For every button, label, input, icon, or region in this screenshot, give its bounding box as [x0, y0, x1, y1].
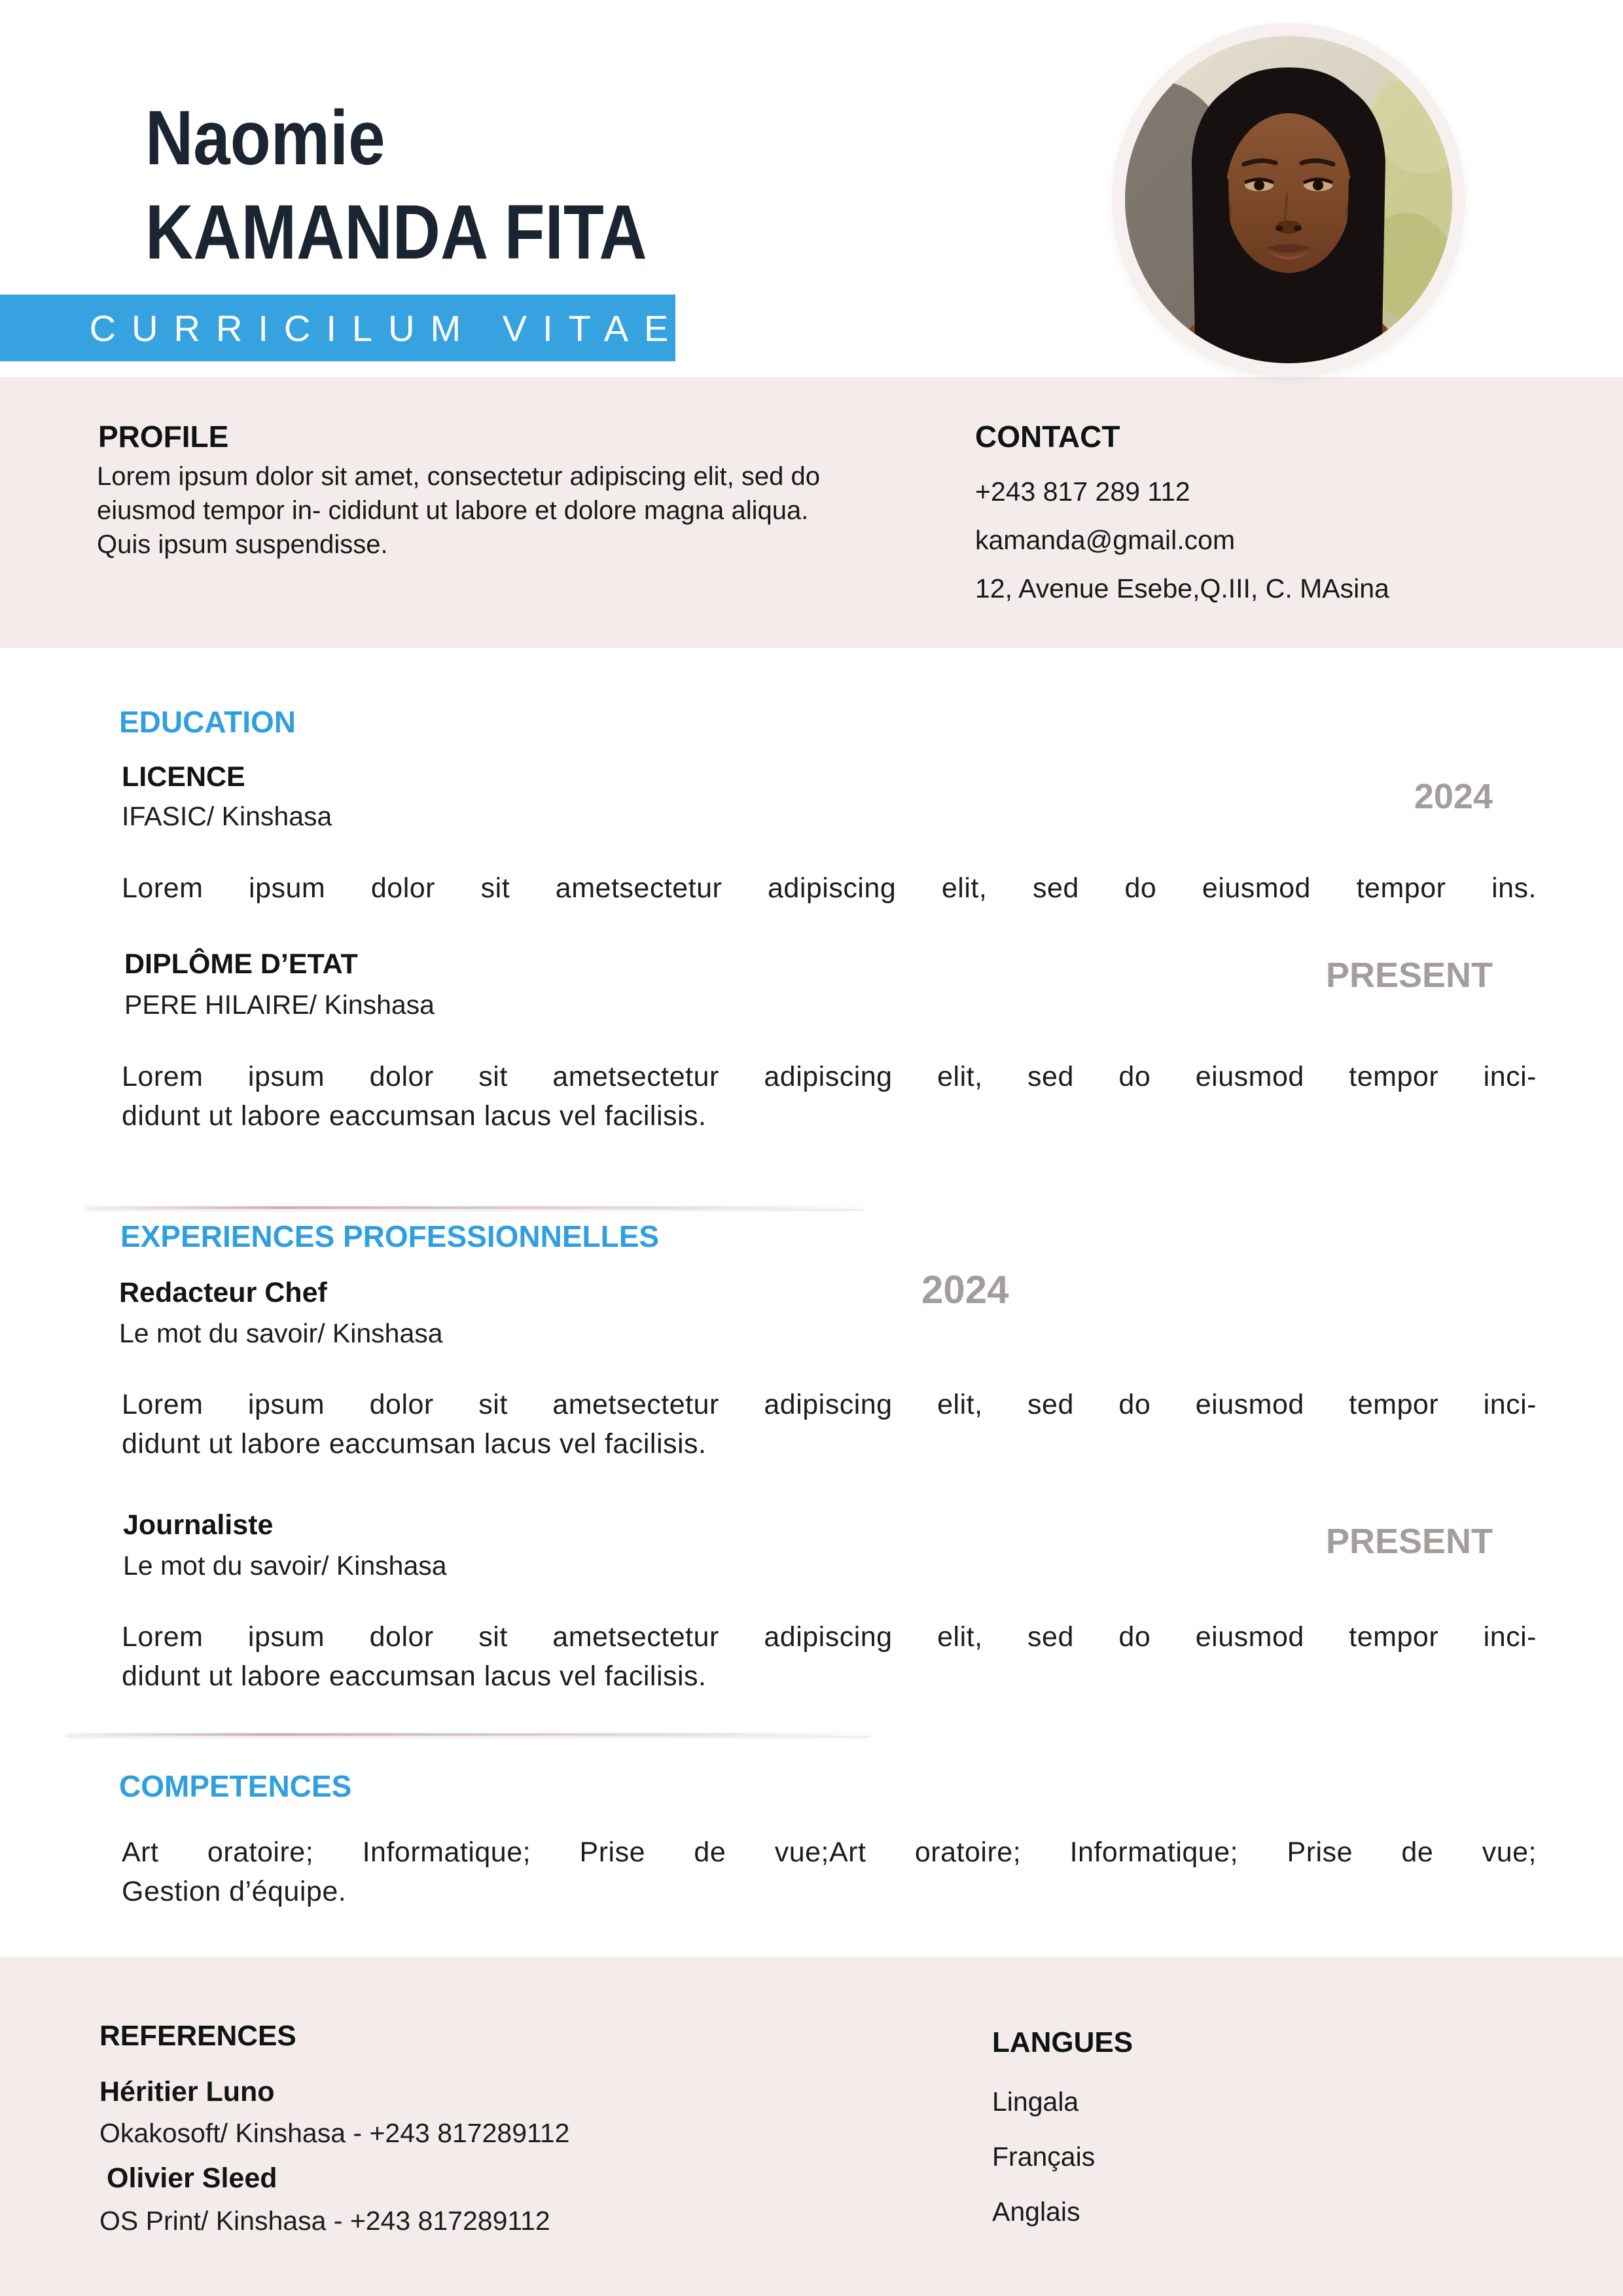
- profile-paragraph: [97, 459, 835, 562]
- experience-description-line: Lorem ipsum dolor sit ametsectetur adipiscing elit, sed do eiusmod tempor inci-: [122, 1621, 1537, 1653]
- competences-text: [122, 1833, 1537, 1911]
- cv-title-banner-label: CURRICILUM VITAE: [89, 307, 685, 349]
- references-title: REFERENCES: [99, 2020, 296, 2052]
- education-description: [122, 869, 1537, 908]
- section-divider: [65, 1733, 870, 1736]
- experience-date: PRESENT: [1325, 1522, 1493, 1561]
- experience-date: 2024: [921, 1268, 1009, 1312]
- person-first-name: Naomie: [145, 95, 385, 181]
- contact-list: [975, 475, 1389, 620]
- education-description-line: didunt ut labore eaccumsan lacus vel facilisis.: [122, 1100, 707, 1132]
- experience-org: Le mot du savoir/ Kinshasa: [123, 1551, 447, 1581]
- experience-role: Journaliste: [123, 1509, 274, 1541]
- reference-name: Olivier Sleed: [107, 2162, 277, 2194]
- experience-title: EXPERIENCES PROFESSIONNELLES: [120, 1219, 660, 1253]
- langue-item: Français: [992, 2142, 1096, 2172]
- education-title: EDUCATION: [119, 705, 296, 739]
- experience-org: Le mot du savoir/ Kinshasa: [119, 1318, 443, 1348]
- experience-description: [122, 1385, 1537, 1463]
- langue-item: Anglais: [992, 2197, 1080, 2227]
- reference-name: Héritier Luno: [99, 2076, 275, 2108]
- competences-line: Gestion d’équipe.: [122, 1876, 347, 1907]
- experience-description-line: Lorem ipsum dolor sit ametsectetur adipiscing elit, sed do eiusmod tempor inci-: [122, 1389, 1537, 1420]
- profile-title: PROFILE: [98, 420, 229, 454]
- contact-title: CONTACT: [975, 420, 1120, 454]
- education-school: IFASIC/ Kinshasa: [122, 801, 332, 831]
- experience-description-line: didunt ut labore eaccumsan lacus vel facilisis.: [122, 1428, 707, 1460]
- portrait-photo-image: [1125, 36, 1452, 363]
- education-degree: LICENCE: [122, 761, 245, 793]
- competences-title: COMPETENCES: [119, 1769, 352, 1803]
- contact-email: kamanda@gmail.com: [975, 525, 1236, 555]
- person-last-name: KAMANDA FITA: [145, 188, 647, 276]
- competences-line: Art oratoire; Informatique; Prise de vue;Art oratoire; Informatique; Prise de vue;: [122, 1837, 1537, 1868]
- section-divider: [85, 1206, 864, 1209]
- profile-line: cididunt ut labore et dolore magna aliqua.: [328, 496, 809, 525]
- education-description: [122, 1057, 1537, 1136]
- profile-photo: [1113, 24, 1465, 376]
- education-description-line: Lorem ipsum dolor sit ametsectetur adipiscing elit, sed do eiusmod tempor ins.: [122, 872, 1537, 904]
- education-degree: DIPLÔME D’ETAT: [124, 948, 358, 980]
- profile-line: Quis ipsum suspendisse.: [97, 530, 388, 559]
- langues-title: LANGUES: [992, 2026, 1133, 2058]
- reference-detail: Okakosoft/ Kinshasa - +243 817289112: [99, 2118, 570, 2148]
- experience-role: Redacteur Chef: [119, 1277, 327, 1308]
- profile-line: adipiscing elit, sed do eiusmod tempor in-: [97, 462, 820, 525]
- education-description-line: Lorem ipsum dolor sit ametsectetur adipiscing elit, sed do eiusmod tempor inci-: [122, 1061, 1537, 1092]
- langues-list: [992, 2085, 1095, 2250]
- contact-address: 12, Avenue Esebe,Q.III, C. MAsina: [975, 573, 1389, 603]
- education-date: PRESENT: [1325, 956, 1493, 995]
- reference-detail: OS Print/ Kinshasa - +243 817289112: [99, 2206, 550, 2236]
- education-school: PERE HILAIRE/ Kinshasa: [124, 990, 435, 1020]
- education-date: 2024: [1414, 777, 1493, 816]
- profile-line: Lorem ipsum dolor sit amet, consectetur: [97, 462, 563, 491]
- langue-item: Lingala: [992, 2087, 1079, 2117]
- experience-description-line: didunt ut labore eaccumsan lacus vel facilisis.: [122, 1660, 707, 1692]
- experience-description: [122, 1617, 1537, 1696]
- person-name: [145, 92, 647, 280]
- cv-title-banner: [0, 295, 685, 361]
- contact-phone: +243 817 289 112: [975, 476, 1190, 507]
